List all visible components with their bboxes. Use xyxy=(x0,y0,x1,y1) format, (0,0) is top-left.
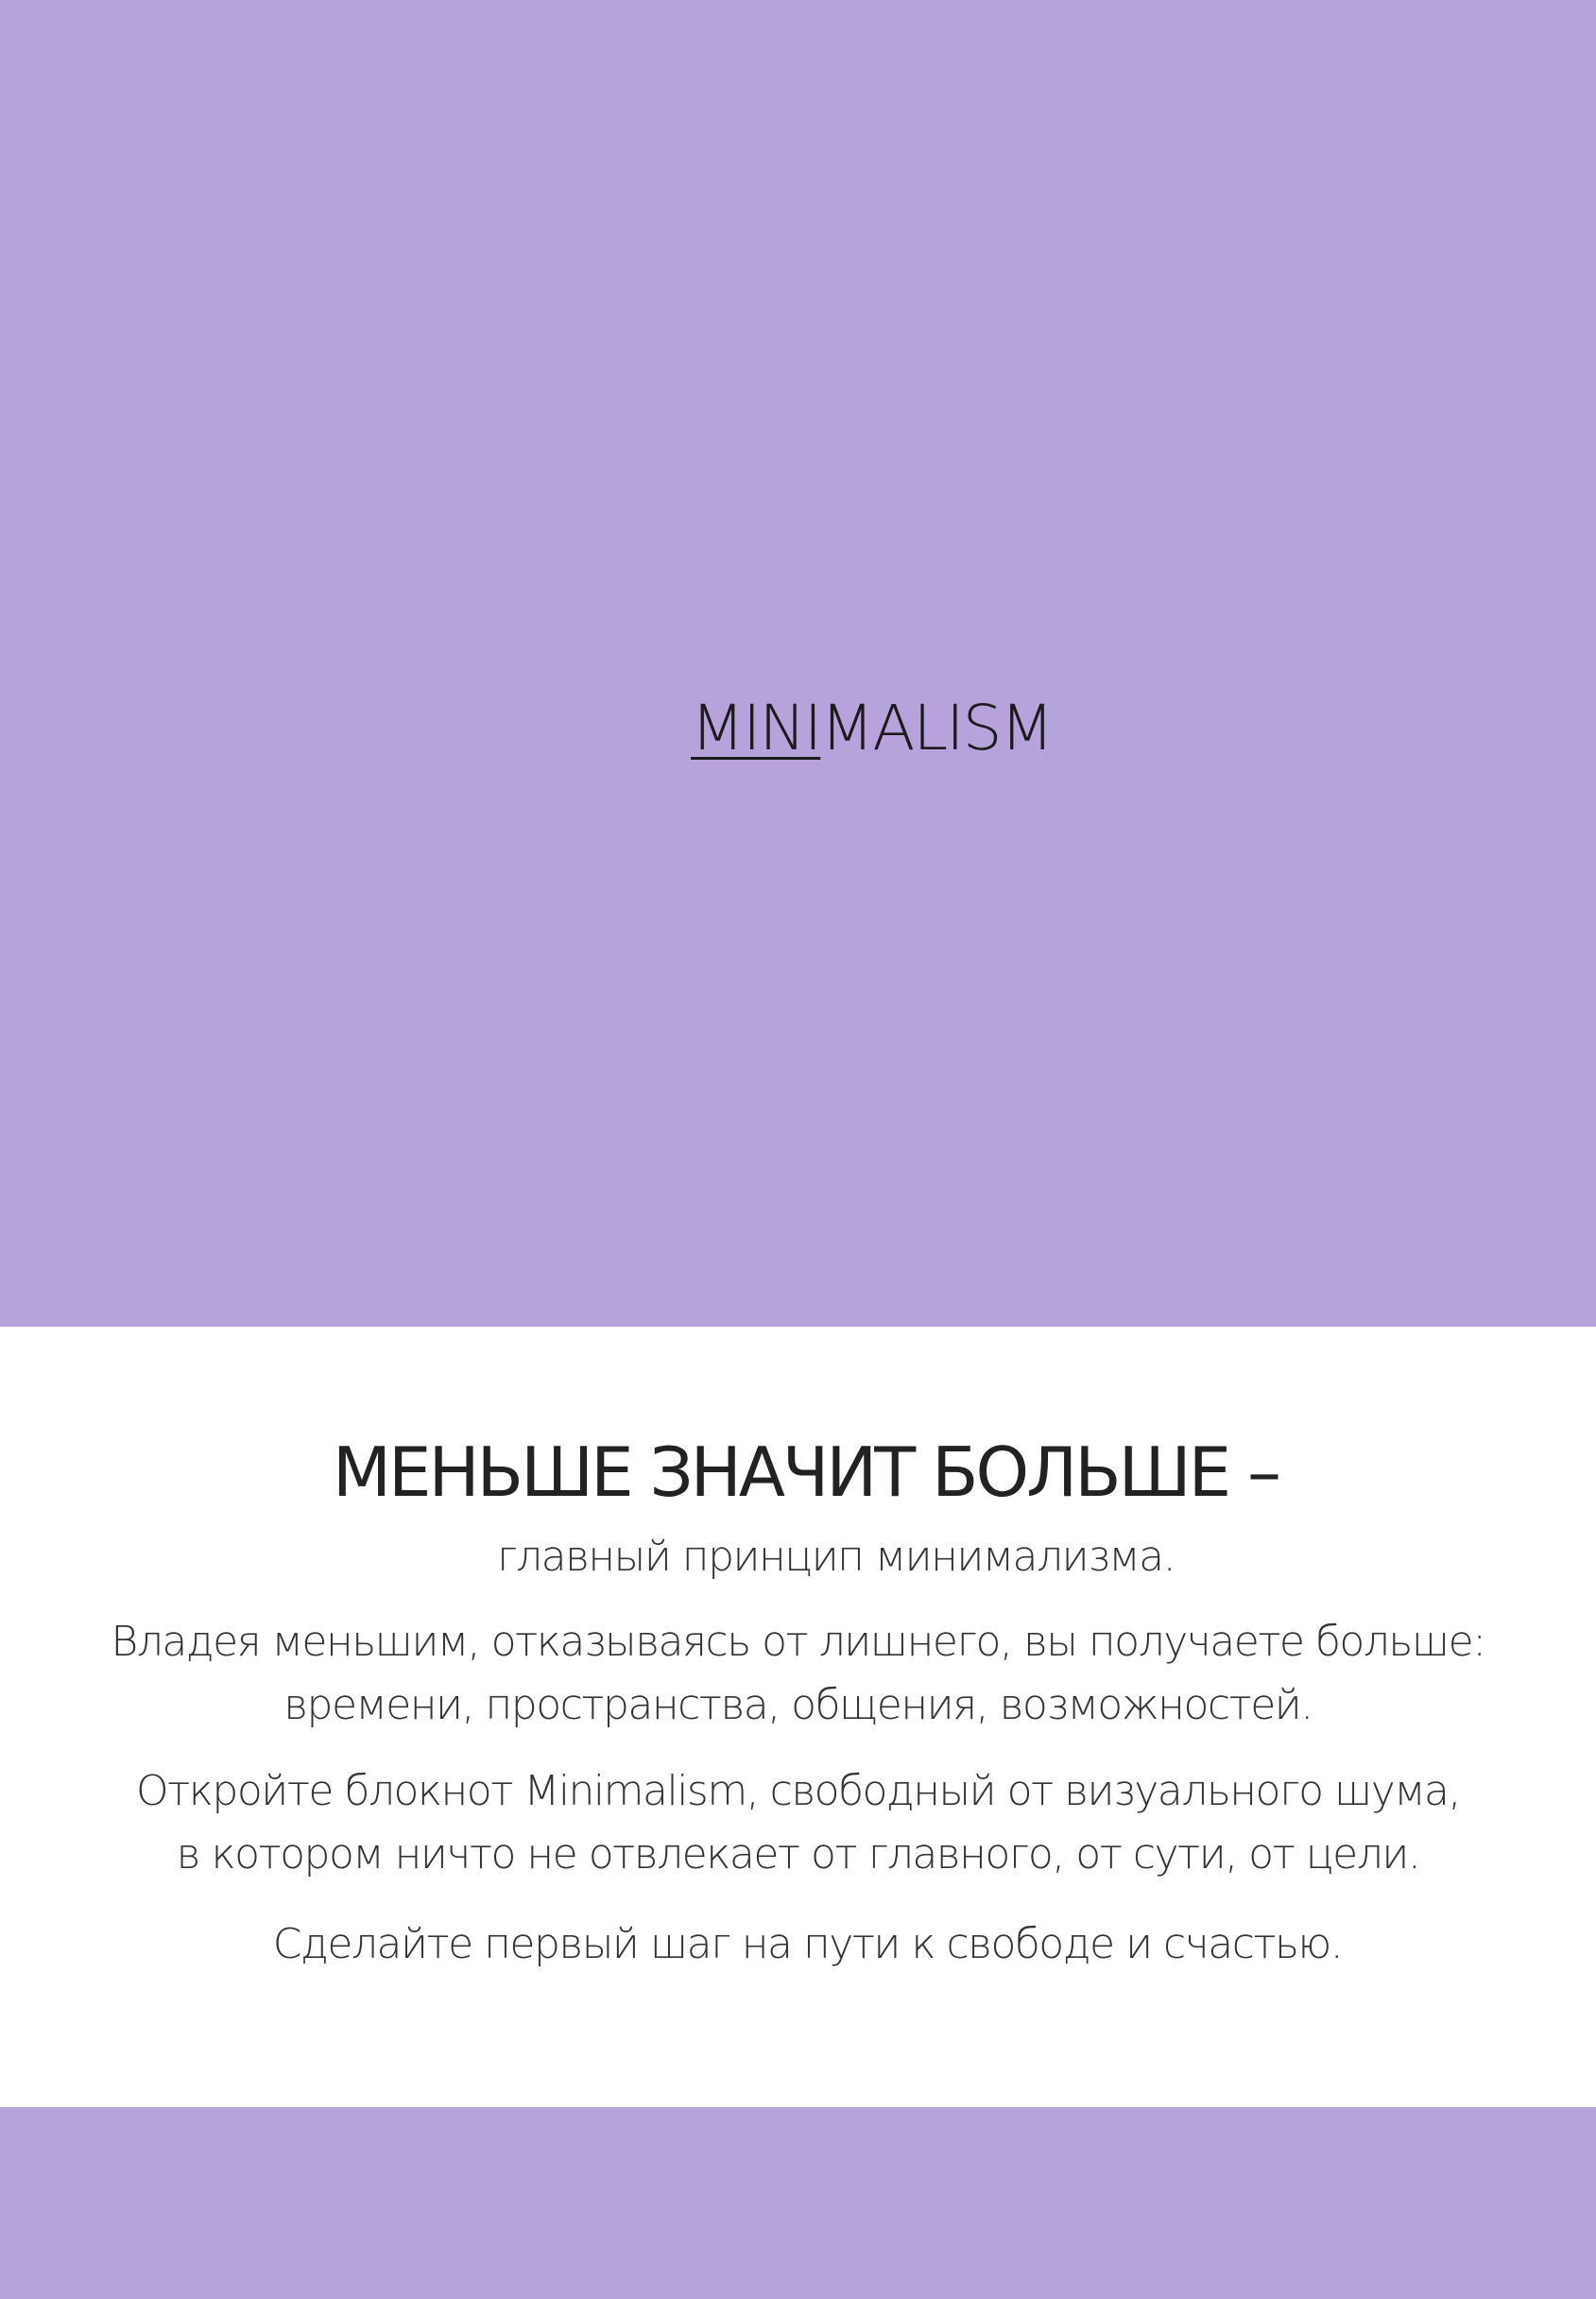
paragraph-first-step: Сделайте первый шаг на пути к свободе и счастью. xyxy=(272,1920,1343,1968)
brand-title-underlined: MINI xyxy=(691,692,821,764)
subheadline: главный принцип минимализма. xyxy=(496,1533,1176,1581)
paragraph-notebook xyxy=(0,1759,1596,1886)
brand-title-rest: MALISM xyxy=(820,692,1053,764)
paragraph-notebook-line-1: Откройте блокнот Minimalism, свободный от визуального шума, xyxy=(136,1767,1460,1815)
paragraph-benefits-line-1: Владея меньшим, отказываясь от лишнего, вы получаете больше: xyxy=(111,1618,1485,1666)
paragraph-notebook-line-2: в котором ничто не отвлекает от главного, от сути, от цели. xyxy=(176,1830,1420,1879)
paragraph-benefits-line-2: времени, пространства, общения, возможностей. xyxy=(283,1681,1313,1729)
headline: МЕНЬШЕ ЗНАЧИТ БОЛЬШЕ – xyxy=(332,1433,1279,1512)
brand-title xyxy=(691,692,1053,764)
paragraph-benefits xyxy=(0,1610,1596,1737)
cover-bottom-panel xyxy=(0,2107,1596,2299)
